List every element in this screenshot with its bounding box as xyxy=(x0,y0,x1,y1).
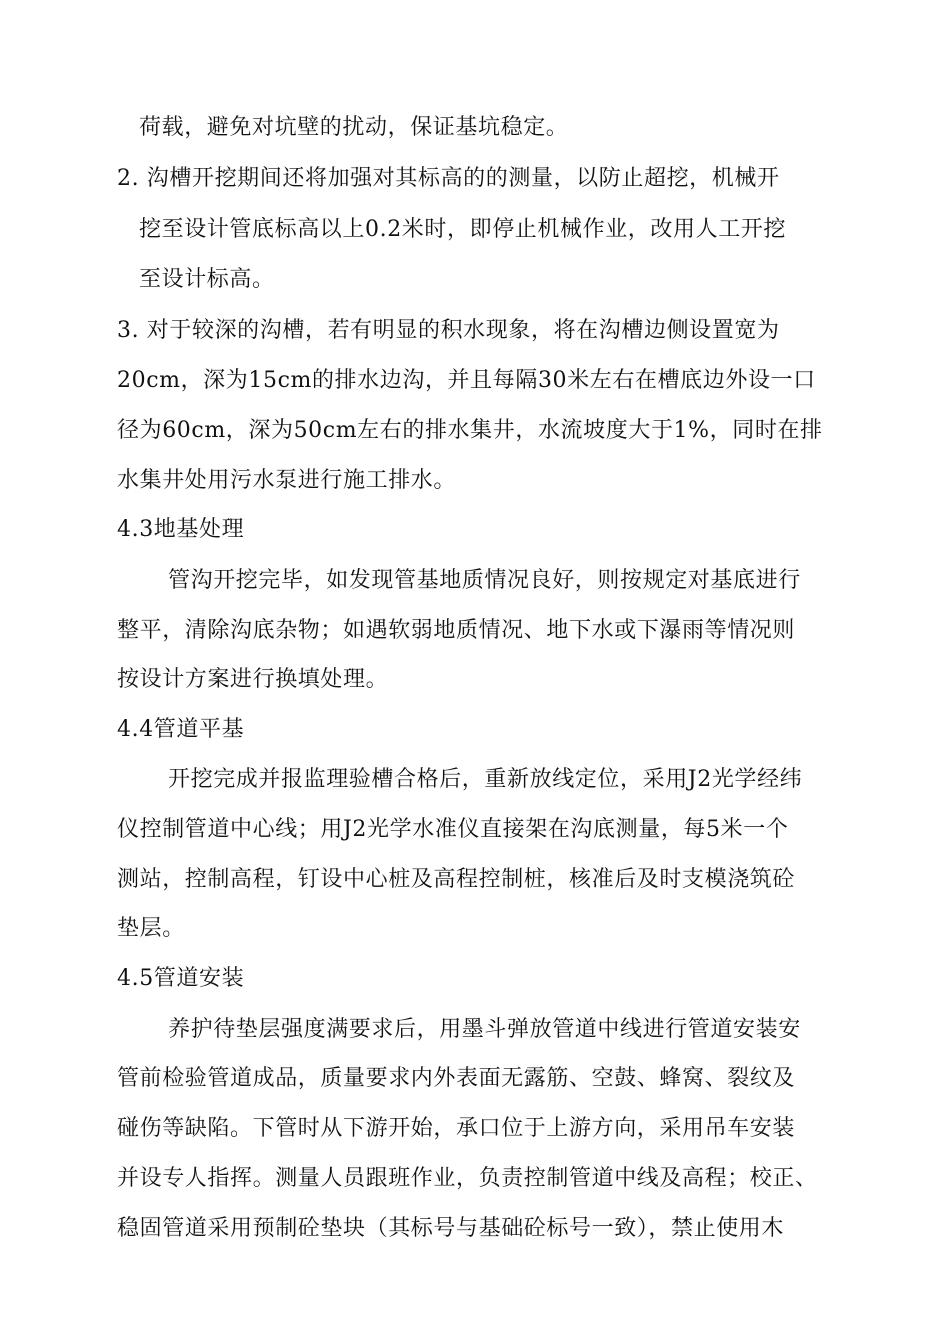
list-item-3-continuation: 径为60cm，深为50cm左右的排水集井，水流坡度大于1%，同时在排 xyxy=(117,418,823,443)
paragraph-line: 测站，控制高程，钉设中心桩及高程控制桩，核准后及时支模浇筑砼 xyxy=(117,867,796,892)
paragraph-line: 稳固管道采用预制砼垫块（其标号与基础砼标号一致），禁止使用木 xyxy=(117,1216,785,1241)
paragraph-line: 整平，清除沟底杂物；如遇软弱地质情况、地下水或下瀑雨等情况则 xyxy=(117,618,796,643)
paragraph-line: 并设专人指挥。测量人员跟班作业，负责控制管道中线及高程；校正、 xyxy=(117,1166,818,1191)
list-item-2-continuation: 挖至设计管底标高以上0.2米时，即停止机械作业，改用人工开挖 xyxy=(139,217,786,242)
paragraph-line: 仪控制管道中心线；用J2光学水准仪直接架在沟底测量，每5米一个 xyxy=(117,817,789,842)
section-heading-4-5: 4.5管道安装 xyxy=(117,966,245,991)
text-line-continuation: 荷载，避免对坑壁的扰动，保证基坑稳定。 xyxy=(139,115,569,140)
section-heading-4-4: 4.4管道平基 xyxy=(117,717,245,742)
paragraph-line: 按设计方案进行换填处理。 xyxy=(117,667,389,692)
paragraph-first-line: 养护待垫层强度满要求后，用墨斗弹放管道中线进行管道安装安 xyxy=(168,1017,801,1042)
paragraph-line: 管前检验管道成品，质量要求内外表面无露筋、空鼓、蜂窝、裂纹及 xyxy=(117,1066,796,1091)
paragraph-first-line: 开挖完成并报监理验槽合格后，重新放线定位，采用J2光学经纬 xyxy=(168,767,803,792)
section-heading-4-3: 4.3地基处理 xyxy=(117,517,245,542)
list-item-3: 3. 对于较深的沟槽，若有明显的积水现象，将在沟槽边侧设置宽为 xyxy=(117,318,780,343)
list-item-3-continuation: 20cm，深为15cm的排水边沟，并且每隔30米左右在槽底边外设一口 xyxy=(117,368,816,393)
paragraph-first-line: 管沟开挖完毕，如发现管基地质情况良好，则按规定对基底进行 xyxy=(168,568,801,593)
paragraph-line: 垫层。 xyxy=(117,916,185,941)
list-item-3-continuation: 水集井处用污水泵进行施工排水。 xyxy=(117,468,457,493)
paragraph-line: 碰伤等缺陷。下管时从下游开始，承口位于上游方向，采用吊车安装 xyxy=(117,1116,796,1141)
list-item-2: 2. 沟槽开挖期间还将加强对其标高的的测量，以防止超挖，机械开 xyxy=(117,166,780,191)
list-item-2-continuation: 至设计标高。 xyxy=(139,267,275,292)
